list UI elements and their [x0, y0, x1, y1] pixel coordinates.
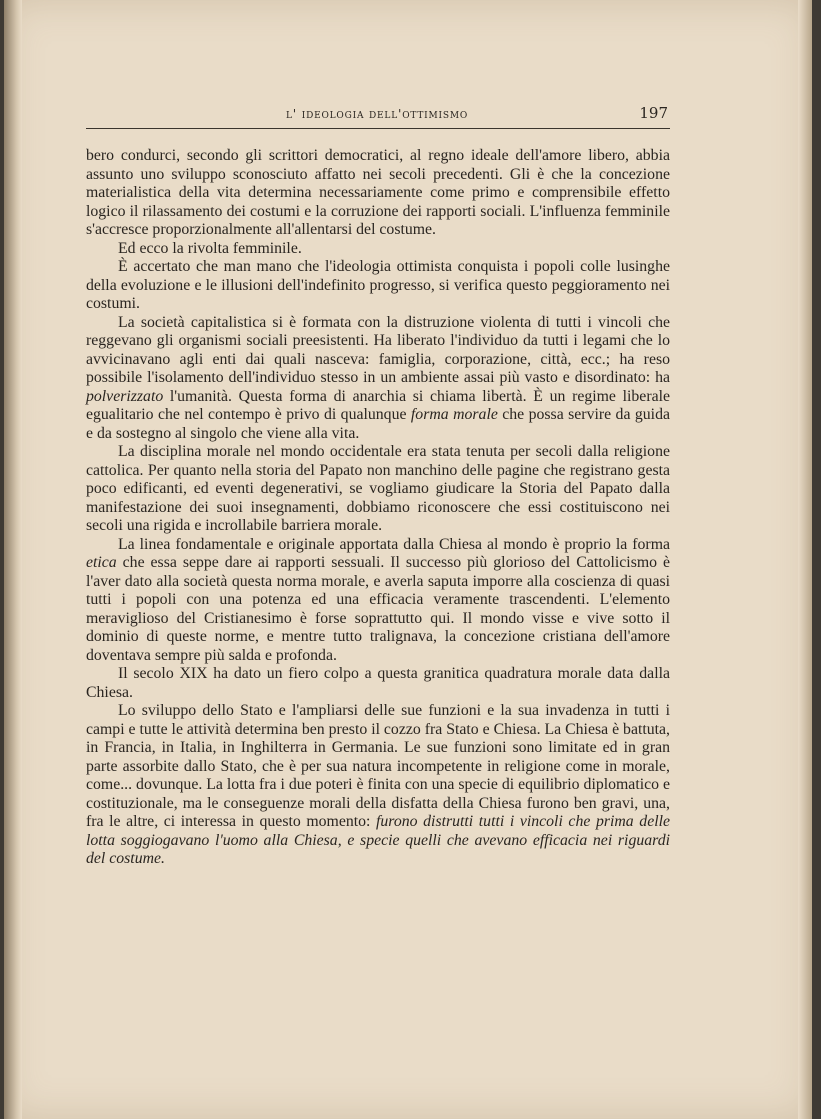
italic-text-run: furono distrutti tutti i vincoli che prima delle lotta soggiogavano l'uomo alla Chiesa, e specie quelli che avevano efficacia nei riguardi del costume. [86, 813, 670, 867]
text-run: La società capitalistica si è formata con la distruzione violenta di tutti i vincoli che reggevano gli organismi sociali preesistenti. Ha liberato l'individuo da tutti i legami che lo avvicinavano agli enti dai quali nasceva: famiglia, corporazione, città, ecc.; ha reso possibile l'isolamento dell'individuo stesso in un ambiente assai più vasto e disordinato: ha [86, 313, 670, 386]
text-run: La disciplina morale nel mondo occidentale era stata tenuta per secoli dalla religione cattolica. Per quanto nella storia del Papato non manchino delle pagine che registrano gesta poco edificanti, ed eventi degenerativi, se vogliamo giudicare la Storia del Papato dalla manifestazione dei suoi insegnamenti, dobbiamo riconoscere che essi costituiscono nei secoli una rigida e incrollabile barriera morale. [86, 443, 670, 534]
text-run: Il secolo XIX ha dato un fiero colpo a questa granitica quadratura morale data dalla Chiesa. [86, 665, 670, 701]
paragraph [86, 314, 670, 444]
text-run: bero condurci, secondo gli scrittori democratici, al regno ideale dell'amore libero, abbia assunto uno sviluppo sconosciuto affatto nei secoli precedenti. Gli è che la concezione materialistica della vita determina necessariamente come primo e comprensibile effetto logico il rilassamento dei costumi e la corruzione dei rapporti sociali. L'influenza femminile s'accresce proporzionalmente all'allentarsi del costume. [86, 147, 670, 238]
paragraph [86, 702, 670, 869]
paragraph [86, 240, 670, 259]
header-rule [86, 128, 670, 129]
text-run: È accertato che man mano che l'ideologia ottimista conquista i popoli colle lusinghe della evoluzione e le illusioni dell'indefinito progresso, si verifica questo peggioramento nei costumi. [86, 258, 670, 312]
body-text [86, 147, 670, 869]
book-page [4, 0, 812, 1119]
running-header [86, 104, 668, 128]
text-run: l'umanità. Questa forma di anarchia si chiama libertà. È un regime liberale egualitario che nel contempo è privo di qualunque [86, 387, 670, 423]
text-run: Ed ecco la rivolta femminile. [118, 239, 302, 257]
italic-text-run: forma morale [410, 406, 498, 423]
italic-text-run: polverizzato [86, 387, 164, 405]
text-run: La linea fondamentale e originale apportata dalla Chiesa al mondo è proprio la forma [118, 535, 670, 553]
paragraph [86, 147, 670, 240]
page-gutter-shadow [4, 0, 22, 1119]
text-run: Lo sviluppo dello Stato e l'ampliarsi delle sue funzioni e la sua invadenza in tutti i campi e tutte le attività determina ben presto il cozzo fra Stato e Chiesa. La Chiesa è battuta, in Francia, in Italia, in Inghilterra in Germania. Le sue funzioni sono limitate ed in gran parte assorbite dallo Stato, che è per sua natura incompetente in religione come in morale, come... dovunque. La lotta fra i due poteri è finita con una specie di equilibrio diplomatico e costituzionale, ma le conseguenze morali della disfatta della Chiesa furono ben gravi, una, fra le altre, ci interessa in questo momento: [86, 702, 670, 830]
paragraph [86, 443, 670, 536]
paragraph [86, 536, 670, 666]
page-edge-shadow [798, 0, 812, 1119]
italic-text-run: etica [86, 554, 117, 571]
running-title: l' ideologia dell'ottimismo [285, 106, 469, 121]
text-run: che possa servire da guida e da sostegno al singolo che viene alla vita. [86, 406, 670, 442]
text-run: che essa seppe dare ai rapporti sessuali. Il successo più glorioso del Cattolicismo è l'aver dato alla società questa norma morale, e averla saputa imporre alla coscienza di quasi tutti i popoli con una potenza ed una efficacia veramente trascendenti. L'elemento meraviglioso del Cristianesimo è forse soprattutto qui. Il mondo visse e vive sotto il dominio di queste norme, e mentre tutto tralignava, la concezione cristiana dell'amore doventava sempre più salda e profonda. [86, 554, 670, 664]
page-number: 197 [639, 104, 668, 122]
paragraph [86, 258, 670, 314]
paragraph [86, 665, 670, 702]
